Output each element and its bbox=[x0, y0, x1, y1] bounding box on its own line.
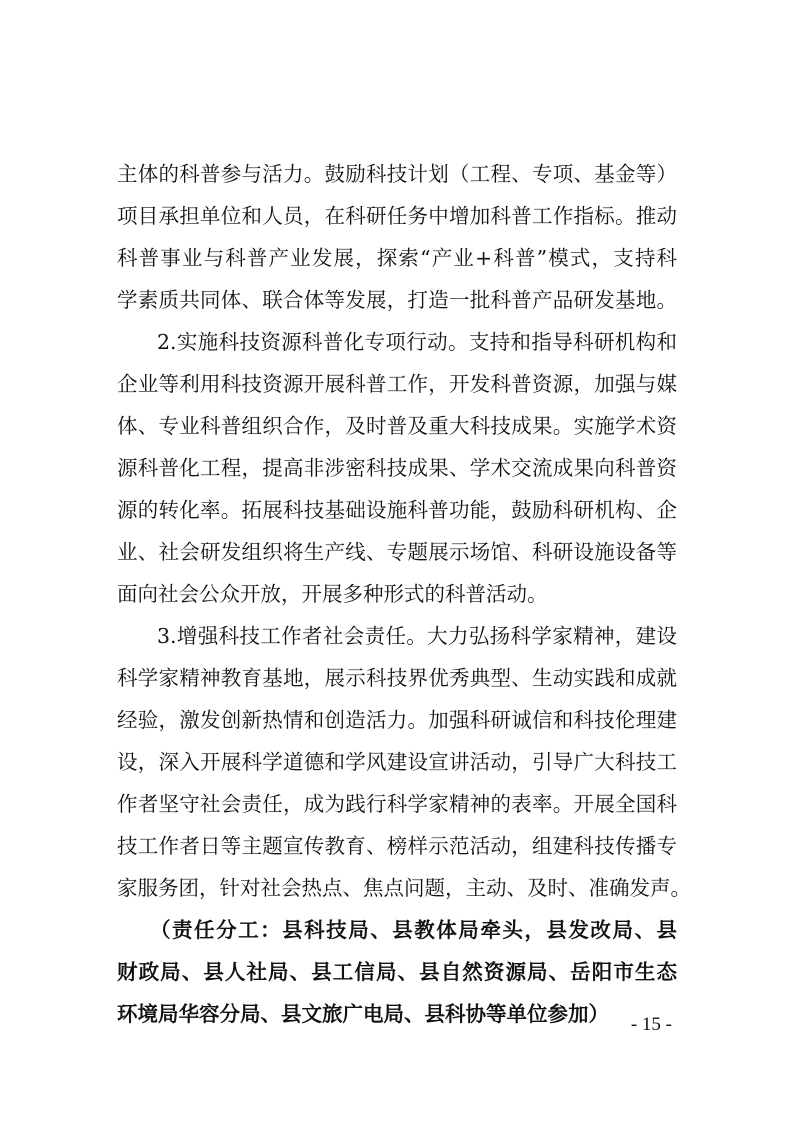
text-line: 源的转化率。拓展科技基础设施科普功能，鼓励科研机构、企 bbox=[117, 498, 677, 522]
responsibility-line: 环境局华容分局、县文旅广电局、县科协等单位参加） bbox=[117, 1002, 609, 1026]
text-line: 经验，激发创新热情和创造活力。加强科研诚信和科技伦理建 bbox=[117, 708, 677, 732]
text-line: 源科普化工程，提高非涉密科技成果、学术交流成果向科普资 bbox=[117, 456, 677, 480]
paragraph-2-heading-line: 2.实施科技资源科普化专项行动。支持和指导科研机构和 bbox=[157, 330, 677, 354]
text-line: 科普事业与科普产业发展，探索“产业+科普”模式，支持科 bbox=[117, 246, 677, 270]
paragraph-3-heading-line: 3.增强科技工作者社会责任。大力弘扬科学家精神，建设 bbox=[157, 624, 677, 648]
text-line: 科学家精神教育基地，展示科技界优秀典型、生动实践和成就 bbox=[117, 666, 677, 690]
text-line: 体、专业科普组织合作，及时普及重大科技成果。实施学术资 bbox=[117, 414, 677, 438]
text-line: 面向社会公众开放，开展多种形式的科普活动。 bbox=[117, 582, 548, 606]
text-line: 主体的科普参与活力。鼓励科技计划（工程、专项、基金等） bbox=[117, 162, 677, 186]
text-line: 技工作者日等主题宣传教育、榜样示范活动，组建科技传播专 bbox=[117, 834, 677, 858]
text-line: 学素质共同体、联合体等发展，打造一批科普产品研发基地。 bbox=[117, 288, 677, 312]
page-number: - 15 - bbox=[630, 1014, 672, 1035]
text-line: 企业等利用科技资源开展科普工作，开发科普资源，加强与媒 bbox=[117, 372, 677, 396]
text-line: 家服务团，针对社会热点、焦点问题，主动、及时、准确发声。 bbox=[117, 876, 691, 900]
responsibility-line: 财政局、县人社局、县工信局、县自然资源局、岳阳市生态 bbox=[117, 960, 677, 984]
text-line: 作者坚守社会责任，成为践行科学家精神的表率。开展全国科 bbox=[117, 792, 677, 816]
text-line: 业、社会研发组织将生产线、专题展示场馆、科研设施设备等 bbox=[117, 540, 677, 564]
responsibility-line: （责任分工：县科技局、县教体局牵头，县发改局、县 bbox=[150, 918, 677, 942]
text-line: 项目承担单位和人员，在科研任务中增加科普工作指标。推动 bbox=[117, 204, 677, 228]
text-line: 设，深入开展科学道德和学风建设宣讲活动，引导广大科技工 bbox=[117, 750, 677, 774]
